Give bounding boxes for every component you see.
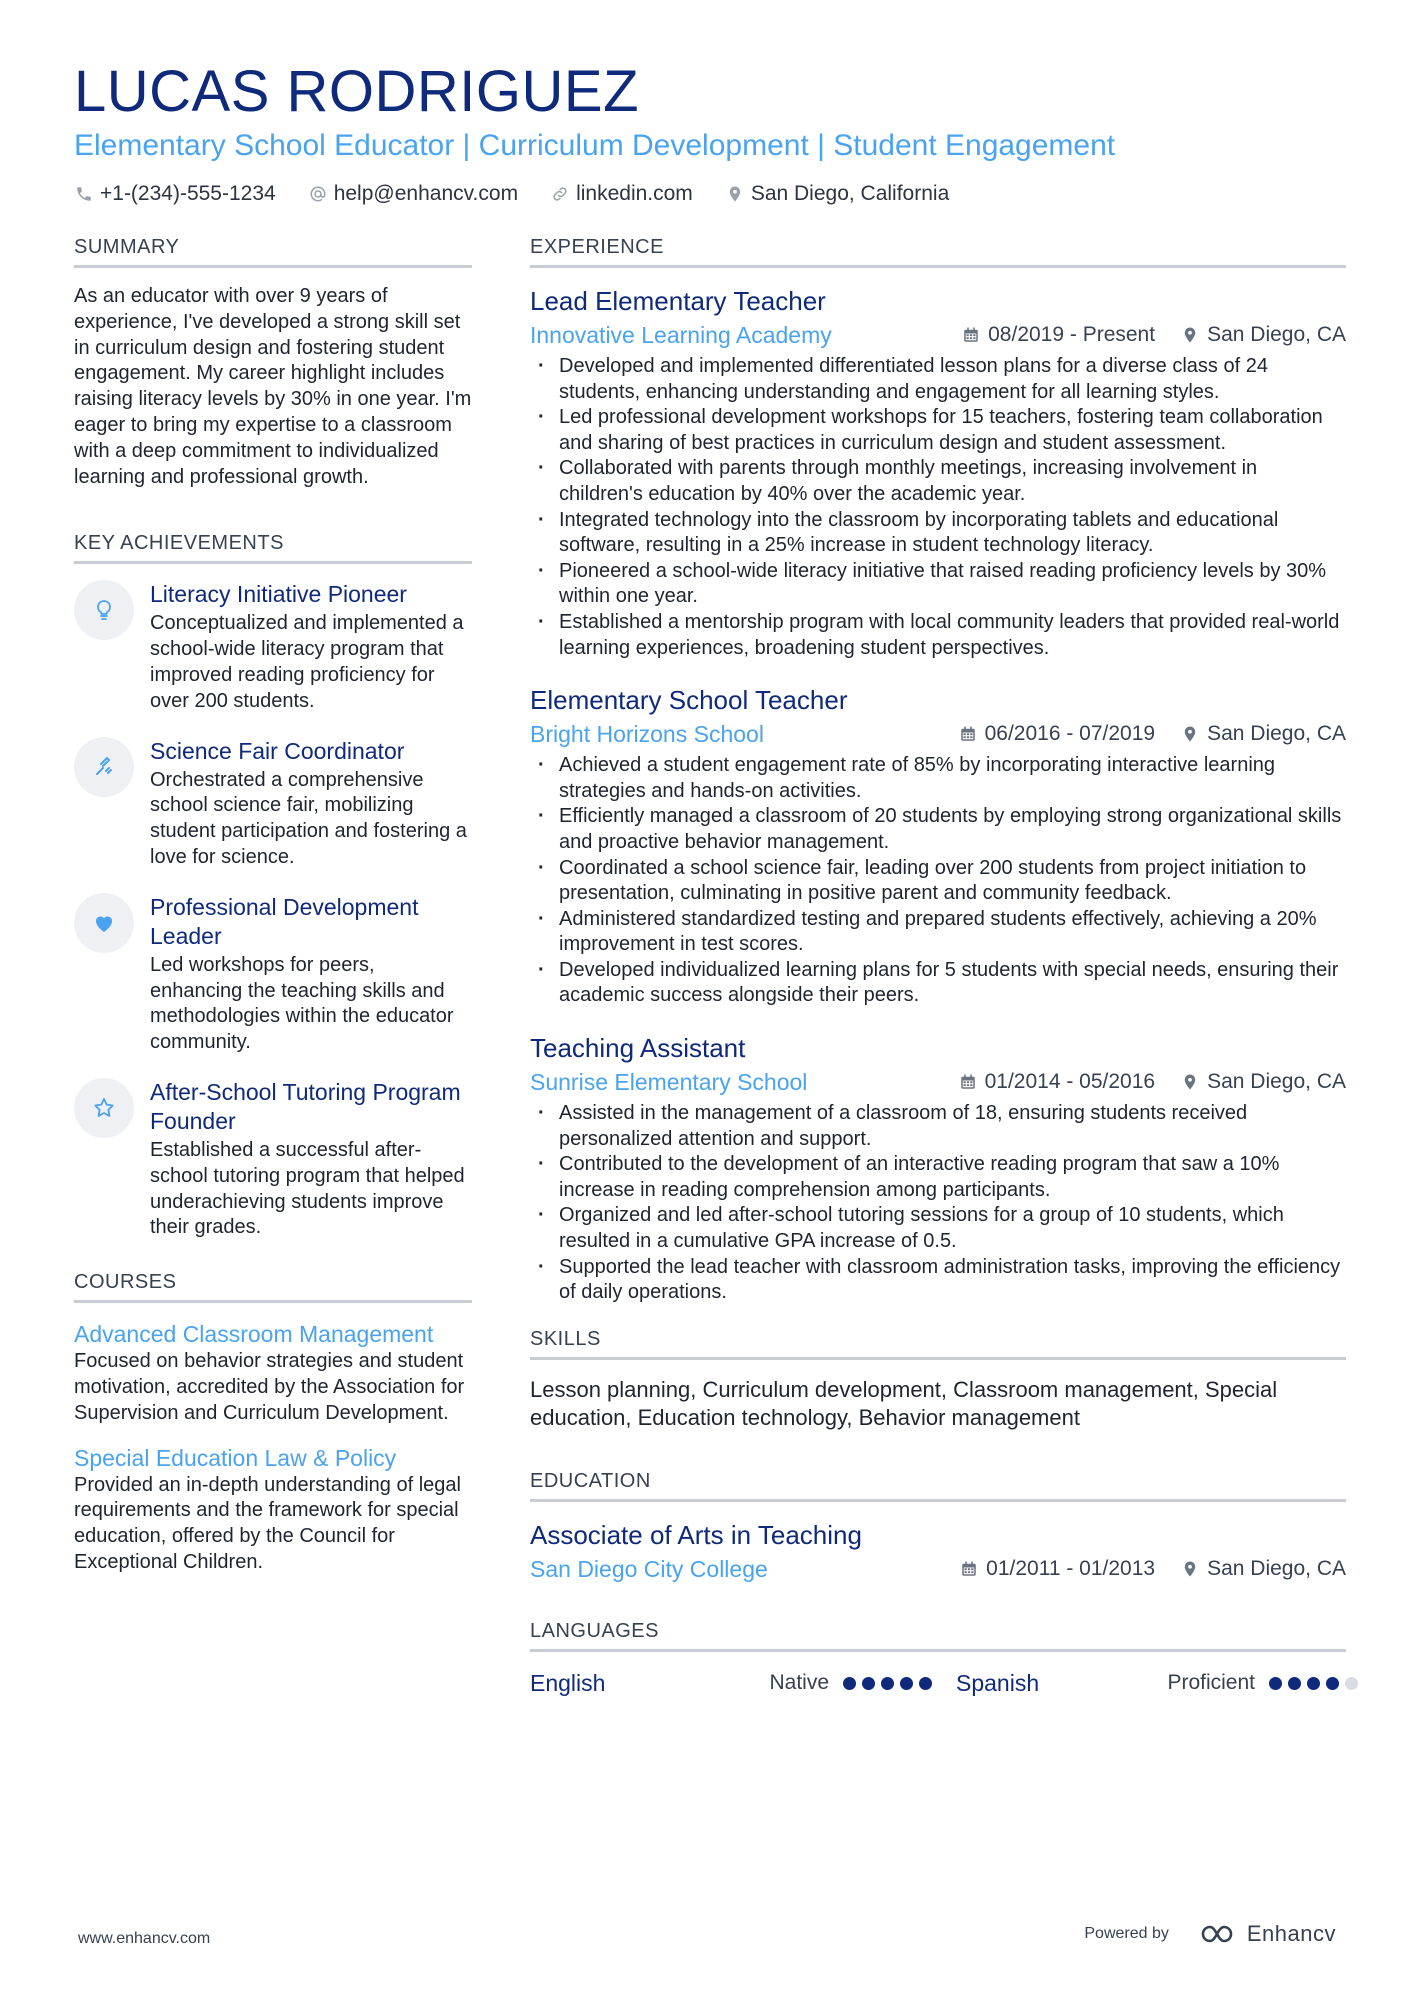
calendar-icon (962, 326, 980, 344)
achievement-desc: Established a successful after-school tutoring program that helped underachieving students improve their grades. (150, 1138, 465, 1239)
at-sign-icon (308, 184, 328, 204)
job-dates (962, 323, 1155, 347)
bullet-item: · Achieved a student engagement rate of 85% by incorporating interactive learning strategies and hands-on activities. (530, 753, 1346, 804)
right-column (530, 236, 1346, 1697)
company-name: Innovative Learning Academy (530, 322, 832, 348)
bullet-item: · Coordinated a school science fair, leading over 200 students from project initiation to presentation, culminating in positive parent and community feedback. (530, 856, 1346, 907)
languages-section (530, 1620, 1346, 1697)
languages-heading: LANGUAGES (530, 1620, 1346, 1652)
contact-location (725, 182, 949, 206)
calendar-icon (959, 1073, 977, 1091)
bullet-item: · Led professional development workshops for 15 teachers, fostering team collaboration and sharing of best practices in curriculum design and student assessment. (530, 405, 1346, 456)
achievements-section (74, 532, 472, 1241)
job-title: Lead Elementary Teacher (530, 286, 826, 316)
contact-bar (74, 182, 1344, 206)
job-location (1181, 323, 1346, 347)
resume-header (74, 58, 1344, 206)
footer-website[interactable]: www.enhancv.com (78, 1930, 211, 1947)
language-item (530, 1670, 938, 1697)
skills-heading: SKILLS (530, 1328, 1346, 1360)
job-bullets (530, 753, 1346, 1009)
language-rating (1269, 1677, 1364, 1690)
phone-icon (74, 184, 94, 204)
job-row (530, 1067, 1346, 1097)
achievement-title: Literacy Initiative Pioneer (150, 581, 407, 608)
achievements-heading: KEY ACHIEVEMENTS (74, 532, 472, 564)
achievement-title: Science Fair Coordinator (150, 737, 405, 764)
location-pin-icon (1181, 1073, 1199, 1091)
bullet-item: · Administered standardized testing and prepared students effectively, achieving a 20% improvement in test scores. (530, 907, 1346, 958)
education-heading: EDUCATION (530, 1470, 1346, 1502)
email-text: help@enhancv.com (333, 182, 519, 205)
job-title: Teaching Assistant (530, 1033, 746, 1064)
course-item (74, 1443, 472, 1576)
achievement-item (74, 893, 472, 1056)
education-dates (960, 1557, 1155, 1581)
lightbulb-icon (74, 580, 134, 640)
education-section (530, 1470, 1346, 1584)
job-bullets (530, 1101, 1346, 1306)
job-entry (530, 683, 1346, 1009)
job-row (530, 719, 1346, 749)
achievement-title: Professional Development Leader (150, 893, 419, 949)
course-item (74, 1319, 472, 1426)
achievement-item (74, 1078, 472, 1241)
rating-dot-filled (919, 1677, 932, 1690)
bullet-item: · Developed individualized learning plans for 5 students with special needs, ensuring their academic success alongside their peers. (530, 958, 1346, 1009)
calendar-icon (960, 1560, 978, 1578)
courses-section (74, 1271, 472, 1576)
location-text: San Diego, CA (1207, 1070, 1346, 1094)
language-level: Proficient (1167, 1671, 1255, 1695)
summary-section (74, 236, 472, 490)
courses-heading: COURSES (74, 1271, 472, 1303)
brand-name: Enhancv (1246, 1921, 1336, 1946)
location-text: San Diego, CA (1207, 323, 1346, 346)
heart-icon (74, 893, 134, 953)
job-meta (936, 323, 1346, 347)
dates-text: 01/2011 - 01/2013 (986, 1556, 1156, 1580)
infinity-logo-icon (1193, 1920, 1241, 1948)
language-name: Spanish (956, 1669, 1040, 1696)
summary-heading: SUMMARY (74, 236, 472, 268)
footer-branding (1084, 1920, 1336, 1948)
achievement-desc: Conceptualized and implemented a school-wide literacy program that improved reading proficiency for over 200 students. (150, 612, 464, 712)
enhancv-logo[interactable] (1193, 1920, 1336, 1948)
job-row (530, 320, 1346, 350)
rating-dot-filled (900, 1677, 913, 1690)
summary-text: As an educator with over 9 years of experience, I've developed a strong skill set in curriculum design and fostering student engagement. My career highlight includes raising literacy levels by 30% in one year. I'm eager to bring my expertise to a classroom with a deep commitment to individualized learning and professional growth. (74, 285, 472, 488)
course-title: Special Education Law & Policy (74, 1444, 397, 1471)
bullet-item: · Assisted in the management of a classroom of 18, ensuring students received personalized attention and support. (530, 1101, 1346, 1152)
candidate-tagline: Elementary School Educator | Curriculum Development | Student Engagement (74, 129, 1116, 162)
achievement-item (74, 737, 472, 871)
rating-dot-filled (1326, 1677, 1339, 1690)
bullet-item: · Developed and implemented differentiated lesson plans for a diverse class of 24 students, enhancing understanding and engagement for all learning styles. (530, 354, 1346, 405)
bullet-item: · Contributed to the development of an interactive reading program that saw a 10% increase in reading comprehension among participants. (530, 1152, 1346, 1203)
phone-text: +1-(234)-555-1234 (100, 182, 276, 205)
bullet-item: · Organized and led after-school tutoring sessions for a group of 10 students, which resulted in a cumulative GPA increase of 0.5. (530, 1203, 1346, 1254)
star-icon (74, 1078, 134, 1138)
contact-linkedin[interactable] (550, 182, 693, 206)
bullet-item: · Integrated technology into the classroom by incorporating tablets and educational software, resulting in a 25% increase in student technology literacy. (530, 508, 1346, 559)
bullet-item: · Pioneered a school-wide literacy initiative that raised reading proficiency levels by 30% within one year. (530, 559, 1346, 610)
location-pin-icon (1181, 725, 1199, 743)
education-meta (934, 1557, 1346, 1581)
languages-row (530, 1670, 1346, 1697)
language-rating (843, 1677, 938, 1690)
job-bullets (530, 354, 1346, 661)
job-title: Elementary School Teacher (530, 685, 848, 716)
calendar-icon (959, 725, 977, 743)
achievement-desc: Led workshops for peers, enhancing the teaching skills and methodologies within the educator community. (150, 953, 454, 1054)
bullet-item: · Established a mentorship program with local community leaders that provided real-world learning experiences, broadening student perspectives. (530, 610, 1346, 661)
job-location (1181, 1070, 1346, 1094)
rating-dot-empty (1345, 1677, 1358, 1690)
location-pin-icon (1181, 326, 1199, 344)
school-name: San Diego City College (530, 1555, 768, 1582)
linkedin-text: linkedin.com (576, 182, 693, 205)
language-level: Native (769, 1671, 829, 1695)
candidate-name: LUCAS RODRIGUEZ (74, 59, 640, 124)
rating-dot-filled (843, 1677, 856, 1690)
job-entry (530, 1031, 1346, 1306)
achievement-title: After-School Tutoring Program Founder (150, 1078, 461, 1134)
location-pin-icon (1181, 1560, 1199, 1578)
rating-dot-filled (862, 1677, 875, 1690)
rating-dot-filled (881, 1677, 894, 1690)
flask-icon (74, 737, 134, 797)
course-desc: Provided an in-depth understanding of legal requirements and the framework for special education, offered by the Council for Exceptional Children. (74, 1473, 461, 1573)
job-location (1181, 722, 1346, 746)
skills-section (530, 1328, 1346, 1432)
dates-text: 06/2016 - 07/2019 (984, 722, 1156, 746)
achievement-item (74, 580, 472, 714)
rating-dot-filled (1307, 1677, 1320, 1690)
company-name: Sunrise Elementary School (530, 1069, 808, 1096)
company-name: Bright Horizons School (530, 721, 764, 748)
contact-email[interactable] (308, 182, 518, 206)
job-entry (530, 284, 1346, 661)
course-desc: Focused on behavior strategies and student motivation, accredited by the Association for Supervision and Curriculum Development. (74, 1350, 465, 1424)
education-row (530, 1554, 1346, 1584)
powered-by-text: Powered by (1084, 1925, 1169, 1942)
job-meta (933, 1070, 1346, 1094)
job-dates (959, 722, 1155, 746)
dates-text: 01/2014 - 05/2016 (984, 1070, 1156, 1094)
location-text: San Diego, California (750, 182, 950, 205)
bullet-item: · Efficiently managed a classroom of 20 students by employing strong organizational skills and proactive behavior management. (530, 804, 1346, 855)
education-location (1181, 1557, 1346, 1581)
location-text: San Diego, CA (1207, 1556, 1346, 1580)
job-meta (933, 722, 1346, 746)
rating-dot-filled (1288, 1677, 1301, 1690)
degree-title: Associate of Arts in Teaching (530, 1519, 862, 1550)
location-text: San Diego, CA (1207, 722, 1346, 746)
dates-text: 08/2019 - Present (988, 323, 1156, 346)
bullet-item: · Collaborated with parents through monthly meetings, increasing involvement in children's education by 40% over the academic year. (530, 456, 1346, 507)
rating-dot-filled (1269, 1677, 1282, 1690)
left-column (74, 236, 472, 1592)
job-dates (959, 1070, 1155, 1094)
link-icon (550, 184, 570, 204)
contact-phone (74, 182, 276, 206)
achievement-desc: Orchestrated a comprehensive school science fair, mobilizing student participation and fostering a love for science. (150, 768, 467, 868)
experience-heading: EXPERIENCE (530, 236, 1346, 268)
language-item (956, 1670, 1364, 1697)
bullet-item: · Supported the lead teacher with classroom administration tasks, improving the efficiency of daily operations. (530, 1255, 1346, 1306)
experience-section (530, 236, 1346, 1306)
location-pin-icon (725, 184, 745, 204)
skills-text: Lesson planning, Curriculum development, Classroom management, Special education, Education technology, Behavior management (530, 1376, 1278, 1430)
language-name: English (530, 1669, 606, 1696)
course-title: Advanced Classroom Management (74, 1321, 434, 1348)
